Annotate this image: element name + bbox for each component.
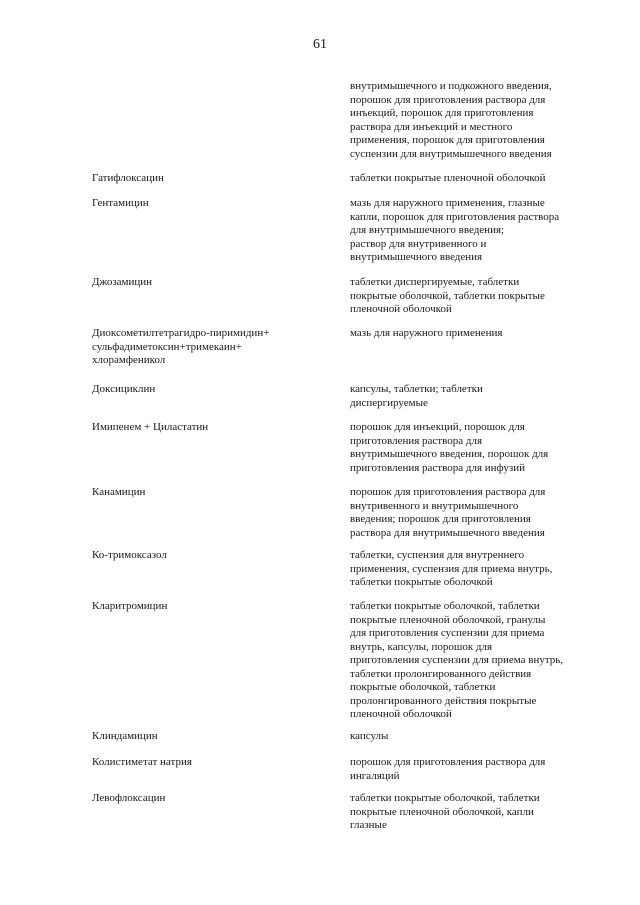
text-line: покрытые пленочной оболочкой, капли bbox=[350, 805, 534, 818]
drug-name bbox=[92, 327, 332, 368]
dosage-forms bbox=[350, 549, 600, 590]
text-line: раствора для внутримышечного введения bbox=[350, 526, 545, 539]
text-line: порошок для приготовления раствора для bbox=[350, 486, 546, 498]
drug-name bbox=[92, 600, 332, 614]
dosage-forms bbox=[350, 172, 600, 186]
text-line: покрытые пленочной оболочкой, гранулы bbox=[350, 613, 546, 626]
drug-name bbox=[92, 756, 332, 770]
text-line: пленочной оболочкой bbox=[350, 708, 452, 720]
text-line: внутривенного и внутримышечного bbox=[350, 499, 519, 512]
text-line: Доксициклин bbox=[92, 383, 156, 395]
dosage-forms bbox=[350, 421, 600, 475]
text-line: Гатифлоксацин bbox=[92, 172, 164, 184]
drug-name bbox=[92, 276, 332, 290]
dosage-forms bbox=[350, 197, 600, 265]
drug-name bbox=[92, 172, 332, 186]
text-line: для внутримышечного введения; bbox=[350, 224, 505, 236]
text-line: таблетки диспергируемые, таблетки bbox=[350, 276, 520, 288]
dosage-forms bbox=[350, 486, 600, 540]
text-line: для приготовления суспензии для приема bbox=[350, 627, 545, 639]
text-line: ингаляций bbox=[350, 769, 400, 782]
drug-name bbox=[92, 730, 332, 744]
dosage-forms bbox=[350, 383, 600, 410]
text-line: Колистиметат натрия bbox=[92, 756, 192, 768]
text-line: сульфадиметоксин+тримекаин+ bbox=[92, 340, 242, 353]
drug-name bbox=[92, 792, 332, 806]
text-line: таблетки покрытые оболочкой, таблетки bbox=[350, 792, 540, 804]
page-number: 61 bbox=[313, 37, 327, 52]
text-line: порошок для инъекций, порошок для bbox=[350, 421, 525, 433]
text-line: раствора для инъекций и местного bbox=[350, 120, 513, 133]
dosage-forms bbox=[350, 730, 600, 744]
text-line: таблетки покрытые оболочкой bbox=[350, 576, 493, 588]
dosage-forms bbox=[350, 327, 600, 341]
dosage-forms bbox=[350, 756, 600, 783]
text-line: глазные bbox=[350, 819, 387, 831]
text-line: порошок для приготовления раствора для bbox=[350, 756, 546, 768]
text-line: таблетки покрытые пленочной оболочкой bbox=[350, 172, 546, 184]
text-line: внутримышечного и подкожного введения, bbox=[350, 80, 552, 92]
text-line: приготовления раствора для инфузий bbox=[350, 461, 525, 474]
dosage-forms bbox=[350, 600, 600, 722]
text-line: Джозамицин bbox=[92, 276, 153, 288]
text-line: мазь для наружного применения bbox=[350, 327, 503, 339]
text-line: капсулы bbox=[350, 730, 389, 742]
text-line: таблетки пролонгированного действия bbox=[350, 667, 532, 680]
text-line: покрытые оболочкой, таблетки покрытые bbox=[350, 289, 545, 302]
text-line: порошок для приготовления раствора для bbox=[350, 93, 546, 106]
text-line: раствор для внутривенного и bbox=[350, 237, 487, 250]
text-line: Ко-тримоксазол bbox=[92, 549, 167, 561]
drug-name bbox=[92, 549, 332, 563]
text-line: Имипенем + Циластатин bbox=[92, 421, 209, 433]
text-line: Канамицин bbox=[92, 486, 146, 498]
text-line: Кларитромицин bbox=[92, 600, 168, 612]
dosage-forms bbox=[350, 792, 600, 833]
text-line: введения; порошок для приготовления bbox=[350, 513, 531, 525]
text-line: мазь для наружного применения, глазные bbox=[350, 197, 545, 209]
text-line: таблетки, суспензия для внутреннего bbox=[350, 549, 525, 561]
text-line: капсулы, таблетки; таблетки bbox=[350, 383, 483, 395]
text-line: применения, порошок для приготовления bbox=[350, 134, 545, 146]
text-line: Гентамицин bbox=[92, 197, 149, 209]
text-line: Клиндамицин bbox=[92, 730, 158, 742]
text-line: приготовления раствора для bbox=[350, 434, 482, 447]
drug-name bbox=[92, 197, 332, 211]
text-line: внутримышечного введения, порошок для bbox=[350, 448, 549, 460]
text-line: применения, суспензия для приема внутрь, bbox=[350, 562, 553, 575]
text-line: покрытые оболочкой, таблетки bbox=[350, 681, 496, 693]
text-line: пленочной оболочкой bbox=[350, 303, 452, 315]
drug-name bbox=[92, 383, 332, 397]
text-line: пролонгированного действия покрытые bbox=[350, 694, 537, 707]
text-line: приготовления суспензии для приема внутрь, bbox=[350, 654, 564, 666]
text-line: Диоксометилтетрагидро-пиримидин+ bbox=[92, 327, 270, 339]
text-line: внутрь, капсулы, порошок для bbox=[350, 640, 493, 653]
text-line: инъекций, порошок для приготовления bbox=[350, 107, 534, 119]
text-line: капли, порошок для приготовления раствора bbox=[350, 210, 560, 223]
continuation-text bbox=[350, 80, 600, 161]
text-line: таблетки покрытые оболочкой, таблетки bbox=[350, 600, 540, 612]
text-line: Левофлоксацин bbox=[92, 792, 166, 804]
drug-name bbox=[92, 421, 332, 435]
text-line: суспензии для внутримышечного введения bbox=[350, 147, 552, 160]
drug-name bbox=[92, 486, 332, 500]
dosage-forms bbox=[350, 276, 600, 317]
text-line: внутримышечного введения bbox=[350, 251, 483, 263]
text-line: хлорамфеникол bbox=[92, 354, 166, 366]
text-line: диспергируемые bbox=[350, 396, 428, 409]
